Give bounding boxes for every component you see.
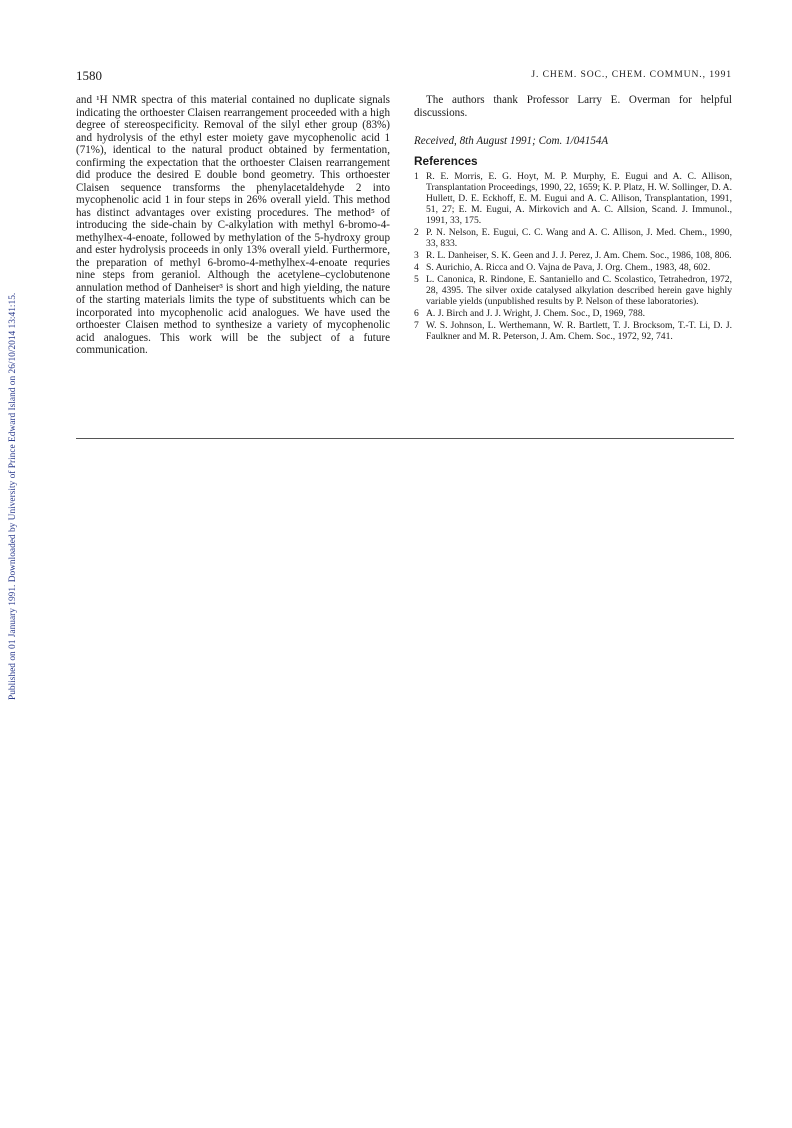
reference-text: R. E. Morris, E. G. Hoyt, M. P. Murphy, E. Eugui and A. C. Allison, Transplantation Proceedings, 1990, 22, 1659; K. P. Platz, H. W. Sollinger, D. A. Hullett, D. E. Eckhoff, E. M. Eugui and A. C. Allison, Transplantation, 1991, 51, 27; E. M. Eugui, A. Mirkovich and A. C. Allsion, Scand. J. Immunol., 1991, 33, 175. <box>426 170 732 226</box>
received-date: Received, 8th August 1991; Com. 1/04154A <box>414 135 609 147</box>
reference-number: 7 <box>414 319 419 331</box>
reference-item <box>414 274 732 307</box>
body-paragraph: and ¹H NMR spectra of this material contained no duplicate signals indicating the orthoester Claisen rearrangement proceeded with a high degree of stereospecificity. Removal of the silyl ether group (83%) and hydrolysis of the ethyl ester moiety gave mycophenolic acid 1 (71%), identical to the natural product obtained by fermentation, confirming the expectation that the orthoester Claisen rearrangement did produce the desired E double bond geometry. This orthoester Claisen sequence transforms the phenylacetaldehyde 2 into mycophenolic acid 1 in four steps in 26% overall yield. This method has distinct advantages over existing procedures. The method⁵ of introducing the side-chain by C-alkylation with methyl 6-bromo-4-methylhex-4-enoate, followed by methylation of the 5-hydroxy group and ester hydrolysis proceeds in only 13% overall yield. Furthermore, the preparation of methyl 6-bromo-4-methylhex-4-enoate requries nine steps from geraniol. Although the acetylene–cyclobutenone annulation method of Danheiser³ is short and high yielding, the nature of the starting materials limits the type of substituents which can be incorporated into mycophenolic acid analogues. We have used the orthoester Claisen method to synthesize a variety of mycophenolic acid analogues. This work will be the subject of a future communication. <box>76 94 390 356</box>
acknowledgement: The authors thank Professor Larry E. Overman for helpful discussions. <box>414 94 732 119</box>
reference-number: 1 <box>414 170 419 182</box>
reference-number: 3 <box>414 249 419 261</box>
reference-item <box>414 308 732 319</box>
reference-text: A. J. Birch and J. J. Wright, J. Chem. Soc., D, 1969, 788. <box>426 307 646 319</box>
page-number: 1580 <box>76 68 102 83</box>
references-heading: References <box>414 153 478 168</box>
download-notice-text: Published on 01 January 1991. Downloaded by University of Prince Edward Island on 26/10/2014 13:41:15. <box>8 292 18 700</box>
reference-text: L. Canonica, R. Rindone, E. Santaniello and C. Scolastico, Tetrahedron, 1972, 28, 4395. The silver oxide catalysed alkylation described herein gave highly variable yields (unpublished results by P. Nelson of these laboratories). <box>426 273 732 307</box>
reference-item <box>414 262 732 273</box>
reference-text: R. L. Danheiser, S. K. Geen and J. J. Perez, J. Am. Chem. Soc., 1986, 108, 806. <box>426 249 732 261</box>
reference-item <box>414 320 732 342</box>
download-notice <box>8 200 22 700</box>
page-header <box>76 68 732 84</box>
reference-item <box>414 227 732 249</box>
reference-number: 5 <box>414 273 419 285</box>
footer-rule <box>76 438 734 439</box>
left-column <box>76 94 390 357</box>
reference-number: 4 <box>414 261 419 273</box>
right-column <box>414 94 732 343</box>
reference-item <box>414 171 732 226</box>
journal-running-title: J. CHEM. SOC., CHEM. COMMUN., 1991 <box>531 69 732 80</box>
references-list <box>414 171 732 342</box>
reference-text: S. Aurichio, A. Ricca and O. Vajna de Pava, J. Org. Chem., 1983, 48, 602. <box>426 261 711 273</box>
reference-item <box>414 250 732 261</box>
reference-text: W. S. Johnson, L. Werthemann, W. R. Bartlett, T. J. Brocksom, T.-T. Li, D. J. Faulkner and M. R. Peterson, J. Am. Chem. Soc., 1972, 92, 741. <box>426 319 732 342</box>
reference-text: P. N. Nelson, E. Eugui, C. C. Wang and A. C. Allison, J. Med. Chem., 1990, 33, 833. <box>426 226 732 249</box>
reference-number: 2 <box>414 226 419 238</box>
reference-number: 6 <box>414 307 419 319</box>
